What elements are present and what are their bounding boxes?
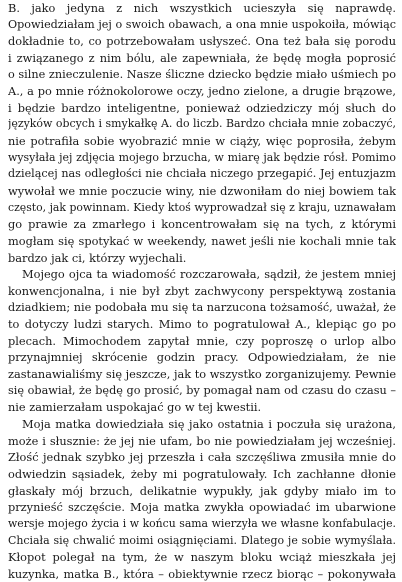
text-line: przynajmniej skrócenie godzin pracy. Odpowiedziałam, że nie: [8, 350, 396, 365]
text-line: to dotyczy ludzi starych. Mimo to pogratulował A., klepiąc go po: [8, 317, 396, 332]
paragraph: [8, 0, 396, 266]
text-line: Złość jednak szybko jej przeszła i cała szczęśliwa zmusiła mnie do: [8, 450, 396, 465]
text-line: i związanego z nim bólu, ale zapewniała, że będę mogła poprosić: [8, 50, 396, 65]
text-line: może i słusznie: że jej nie ufam, bo nie powiedziałam jej wcześniej.: [8, 433, 396, 448]
text-line: zastanawialiśmy się jeszcze, jak to wszystko zorganizujemy. Pewnie: [8, 367, 396, 382]
text-line: nie potrafiła sobie wyobrazić mnie w ciąży, więc poprosiła, żebym: [8, 134, 396, 149]
text-line: i będzie bardzo inteligentne, ponieważ odziedziczy mój słuch do: [8, 100, 396, 115]
text-line: wysyłała jej zdjęcia mojego brzucha, w miarę jak będzie rósł. Pomimo: [8, 150, 396, 164]
text-line: Mojego ojca ta wiadomość rozczarowała, sądził, że jestem mniej: [22, 267, 396, 282]
text-line: Opowiedziałam jej o swoich obawach, a ona mnie uspokoiła, mówiąc: [8, 17, 396, 31]
text-line: głaskały mój brzuch, delikatnie wypukły, jak gdyby miało im to: [8, 483, 396, 498]
text-line: bardzo jak ci, którzy wyjechali.: [8, 250, 187, 265]
text-line: często, jak powinnam. Kiedy ktoś wyprowadzał się z kraju, uznawałam: [8, 200, 396, 214]
text-line: języków obcych i smykałkę A. do liczb. Bardzo chciała mnie zobaczyć,: [8, 117, 396, 131]
text-line: dzielącej nas odległości nie chciała niczego przegapić. Jej entuzjazm: [8, 167, 396, 181]
text-line: plecach. Mimochodem zapytał mnie, czy poproszę o urlop albo: [8, 333, 396, 348]
text-line: o silne znieczulenie. Nasze śliczne dziecko będzie miało uśmiech po: [8, 67, 396, 81]
paragraph: [8, 416, 396, 582]
text-line: wywołał we mnie poczucie winy, nie dzwoniłam do niej bowiem tak: [8, 184, 396, 199]
text-line: odwiedzin sąsiadek, żeby mi pogratulowały. Ich zachłanne dłonie: [8, 466, 396, 481]
text-line: go prawie za zmarłego i koncentrowałam się na tych, z którymi: [8, 217, 396, 232]
text-line: się obawiał, że będę go prosić, by pomagał nam od czasu do czasu –: [8, 383, 396, 397]
text-line: kuzynka, matka B., która – obiektywnie rzecz biorąc – pokonywała: [8, 566, 396, 581]
text-line: nie zamierzałam uspokajać go w tej kwestii.: [8, 400, 262, 415]
paragraph: [8, 266, 396, 416]
text-line: mogłam się spotykać w weekendy, nawet jeśli nie kochali mnie tak: [8, 233, 396, 248]
text-line: przynieść szczęście. Moja matka zwykła opowiadać im ubarwione: [8, 500, 396, 515]
text-line: dokładnie to, co potrzebowałam usłyszeć. Ona też bała się porodu: [8, 34, 396, 49]
text-line: Chciała się chwalić moimi osiągnięciami. Dlatego je sobie wymyślała.: [8, 533, 396, 547]
text-line: B. jako jedyna z nich wszystkich ucieszyła się naprawdę.: [8, 1, 396, 15]
text-line: Kłopot polegał na tym, że w naszym bloku wciąż mieszkała jej: [8, 550, 396, 565]
text-line: dziadkiem; nie podobała mu się ta narzucona tożsamość, uważał, że: [8, 300, 396, 314]
text-line: wersje mojego życia i w końcu sama wierzyła we własne konfabulacje.: [8, 516, 396, 530]
text-line: konwencjonalna, i nie był zbyt zachwycony perspektywą zostania: [8, 283, 396, 298]
text-line: Moja matka dowiedziała się jako ostatnia i poczuła się urażona,: [22, 417, 396, 432]
text-line: A., a po mnie różnokolorowe oczy, jedno zielone, a drugie brązowe,: [8, 84, 396, 99]
